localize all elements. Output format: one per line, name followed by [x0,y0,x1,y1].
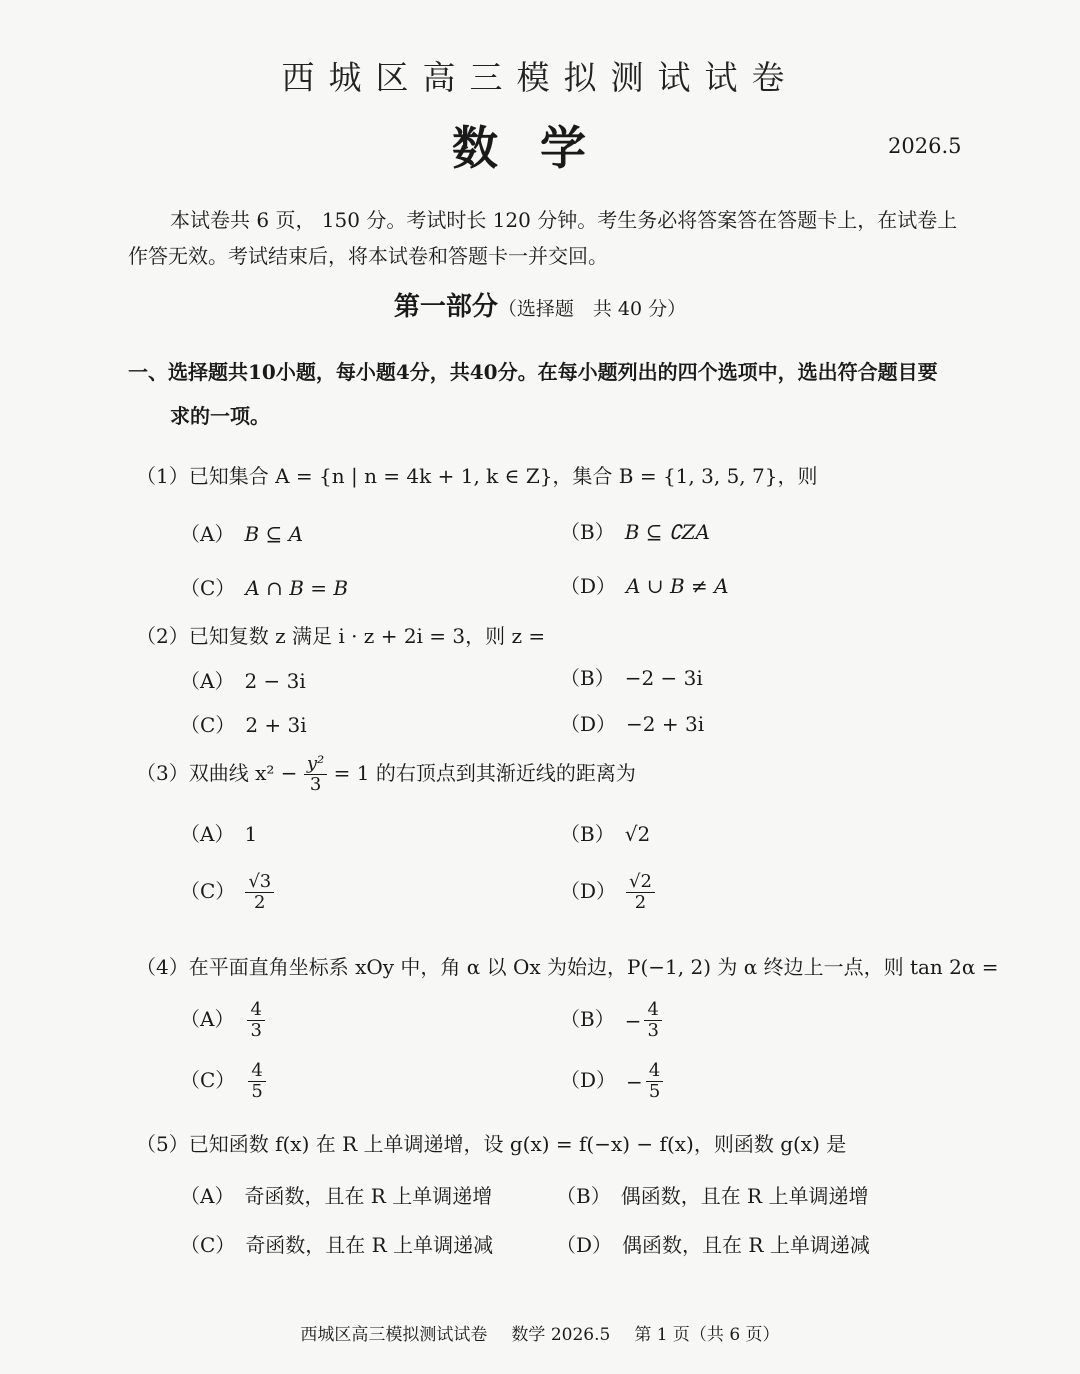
question-stem: 已知函数 f(x) 在 R 上单调递增，设 g(x) = f(−x) − f(x)，则函数 g(x) 是 [188,1132,847,1156]
question-stem: 已知集合 A = {n | n = 4k + 1, k ∈ Z}，集合 B = {1, 3, 5, 7}，则 [188,464,818,488]
section-instructions-line1: 一、选择题共10小题，每小题4分，共40分。在每小题列出的四个选项中，选出符合题目要 [128,360,938,384]
q4-option-c[interactable] [180,1061,266,1102]
q1-option-d[interactable] [560,570,729,599]
option-label: （C） [180,713,236,737]
part-heading [0,286,1080,323]
q1-option-b[interactable] [560,516,710,545]
question-number: （4） [136,955,189,979]
fraction-numerator: 4 [646,1061,663,1082]
option-text: −2 + 3i [626,712,705,736]
fraction-denominator: 5 [251,1081,263,1102]
option-fraction [245,872,274,913]
q4-option-a[interactable] [180,1000,265,1041]
option-text: 偶函数，且在 R 上单调递减 [622,1233,870,1257]
question-number: （2） [136,624,189,648]
stem-fraction [304,754,327,795]
q5-option-c[interactable] [180,1229,493,1258]
option-label: （D） [560,1068,617,1092]
option-label: （B） [560,666,615,690]
option-text: −2 − 3i [624,666,703,690]
question-3 [136,754,636,795]
option-label: （D） [560,879,617,903]
question-number: （1） [136,464,189,488]
fraction-denominator: 3 [250,1020,262,1041]
option-label: （C） [180,879,236,903]
q2-option-d[interactable] [560,708,704,737]
exam-title: 西城区高三模拟测试试卷 [281,58,799,97]
option-label: （D） [560,574,617,598]
option-fraction [646,1061,663,1102]
option-text: A ∪ B ≠ A [626,574,729,598]
option-text: √2 [624,822,651,846]
option-fraction [248,1061,265,1102]
option-fraction [644,1000,661,1041]
q2-option-b[interactable] [560,662,703,691]
exam-date: 2026.5 [888,134,962,158]
question-stem: 在平面直角坐标系 xOy 中，角 α 以 Ox 为始边，P(−1, 2) 为 α 终边上一点，则 tan 2α = [188,955,999,979]
question-stem-suffix: = 1 的右顶点到其渐近线的距离为 [333,761,636,785]
fraction-denominator: 2 [254,892,266,913]
option-label: （B） [560,822,615,846]
option-label: （A） [180,1184,235,1208]
option-fraction [626,872,655,913]
part-title: 第一部分 [393,292,498,322]
q3-option-b[interactable] [560,818,650,847]
option-text: 奇函数，且在 R 上单调递增 [244,1184,493,1208]
option-label: （A） [180,822,235,846]
fraction-numerator: 4 [248,1061,265,1082]
page-footer [0,1320,1080,1345]
option-label: （A） [180,1007,235,1031]
option-text: B ⊆ ∁ZA [624,520,710,544]
q2-option-a[interactable] [180,665,306,694]
option-text: 2 + 3i [245,713,307,737]
footer-subject-date: 数学 2026.5 [511,1325,611,1345]
option-label: （C） [180,1068,236,1092]
q5-option-a[interactable] [180,1180,492,1209]
option-label: （B） [560,520,615,544]
question-5 [136,1128,846,1157]
q2-option-c[interactable] [180,709,307,738]
question-stem-prefix: 双曲线 x² − [188,761,298,785]
fraction-denominator: 3 [309,774,322,795]
footer-page-number: 第 1 页（共 6 页） [634,1325,780,1345]
question-number: （5） [136,1132,189,1156]
question-4 [136,951,999,980]
part-subtitle: （选择题 共 40 分） [497,298,687,320]
option-sign: − [624,1008,642,1033]
fraction-numerator: √2 [626,872,655,893]
fraction-denominator: 3 [647,1020,659,1041]
question-stem: 已知复数 z 满足 i · z + 2i = 3，则 z = [188,624,546,648]
q1-option-c[interactable] [180,572,348,601]
option-text: 2 − 3i [244,669,306,693]
option-label: （B） [556,1184,611,1208]
question-1 [136,460,817,489]
question-number: （3） [136,761,189,785]
fraction-numerator: y² [304,754,327,775]
option-label: （D） [560,712,617,736]
q3-option-a[interactable] [180,818,257,847]
option-text: 1 [244,822,258,846]
q3-option-d[interactable] [560,872,655,913]
q3-option-c[interactable] [180,872,274,913]
fraction-denominator: 5 [648,1081,661,1102]
fraction-numerator: √3 [245,872,274,893]
option-text: 偶函数，且在 R 上单调递增 [620,1184,869,1208]
q4-option-d[interactable] [560,1061,663,1102]
option-label: （C） [180,1233,236,1257]
option-label: （A） [180,669,235,693]
section-instructions-line2: 求的一项。 [170,404,270,428]
fraction-numerator: 4 [247,1000,264,1021]
option-label: （D） [556,1233,613,1257]
q4-option-b[interactable] [560,1000,662,1041]
option-fraction [247,1000,264,1041]
option-label: （B） [560,1007,615,1031]
fraction-denominator: 2 [634,892,647,913]
q5-option-b[interactable] [556,1180,868,1209]
option-text: A ∩ B = B [245,576,349,600]
option-label: （A） [180,522,235,546]
q1-option-a[interactable] [180,518,303,547]
exam-instructions: 本试卷共 6 页， 150 分。考试时长 120 分钟。考生务必将答案答在答题卡上，在试卷上作答无效。考试结束后，将本试卷和答题卡一并交回。 [128,208,958,268]
footer-exam-name: 西城区高三模拟测试试卷 [300,1325,488,1345]
question-2 [136,620,545,649]
q5-option-d[interactable] [556,1229,870,1258]
fraction-numerator: 4 [644,1000,661,1021]
subject-title: 数学 [452,121,628,175]
option-text: B ⊆ A [244,522,304,546]
option-label: （C） [180,576,236,600]
option-text: 奇函数，且在 R 上单调递减 [245,1233,494,1257]
option-sign: − [626,1069,643,1094]
